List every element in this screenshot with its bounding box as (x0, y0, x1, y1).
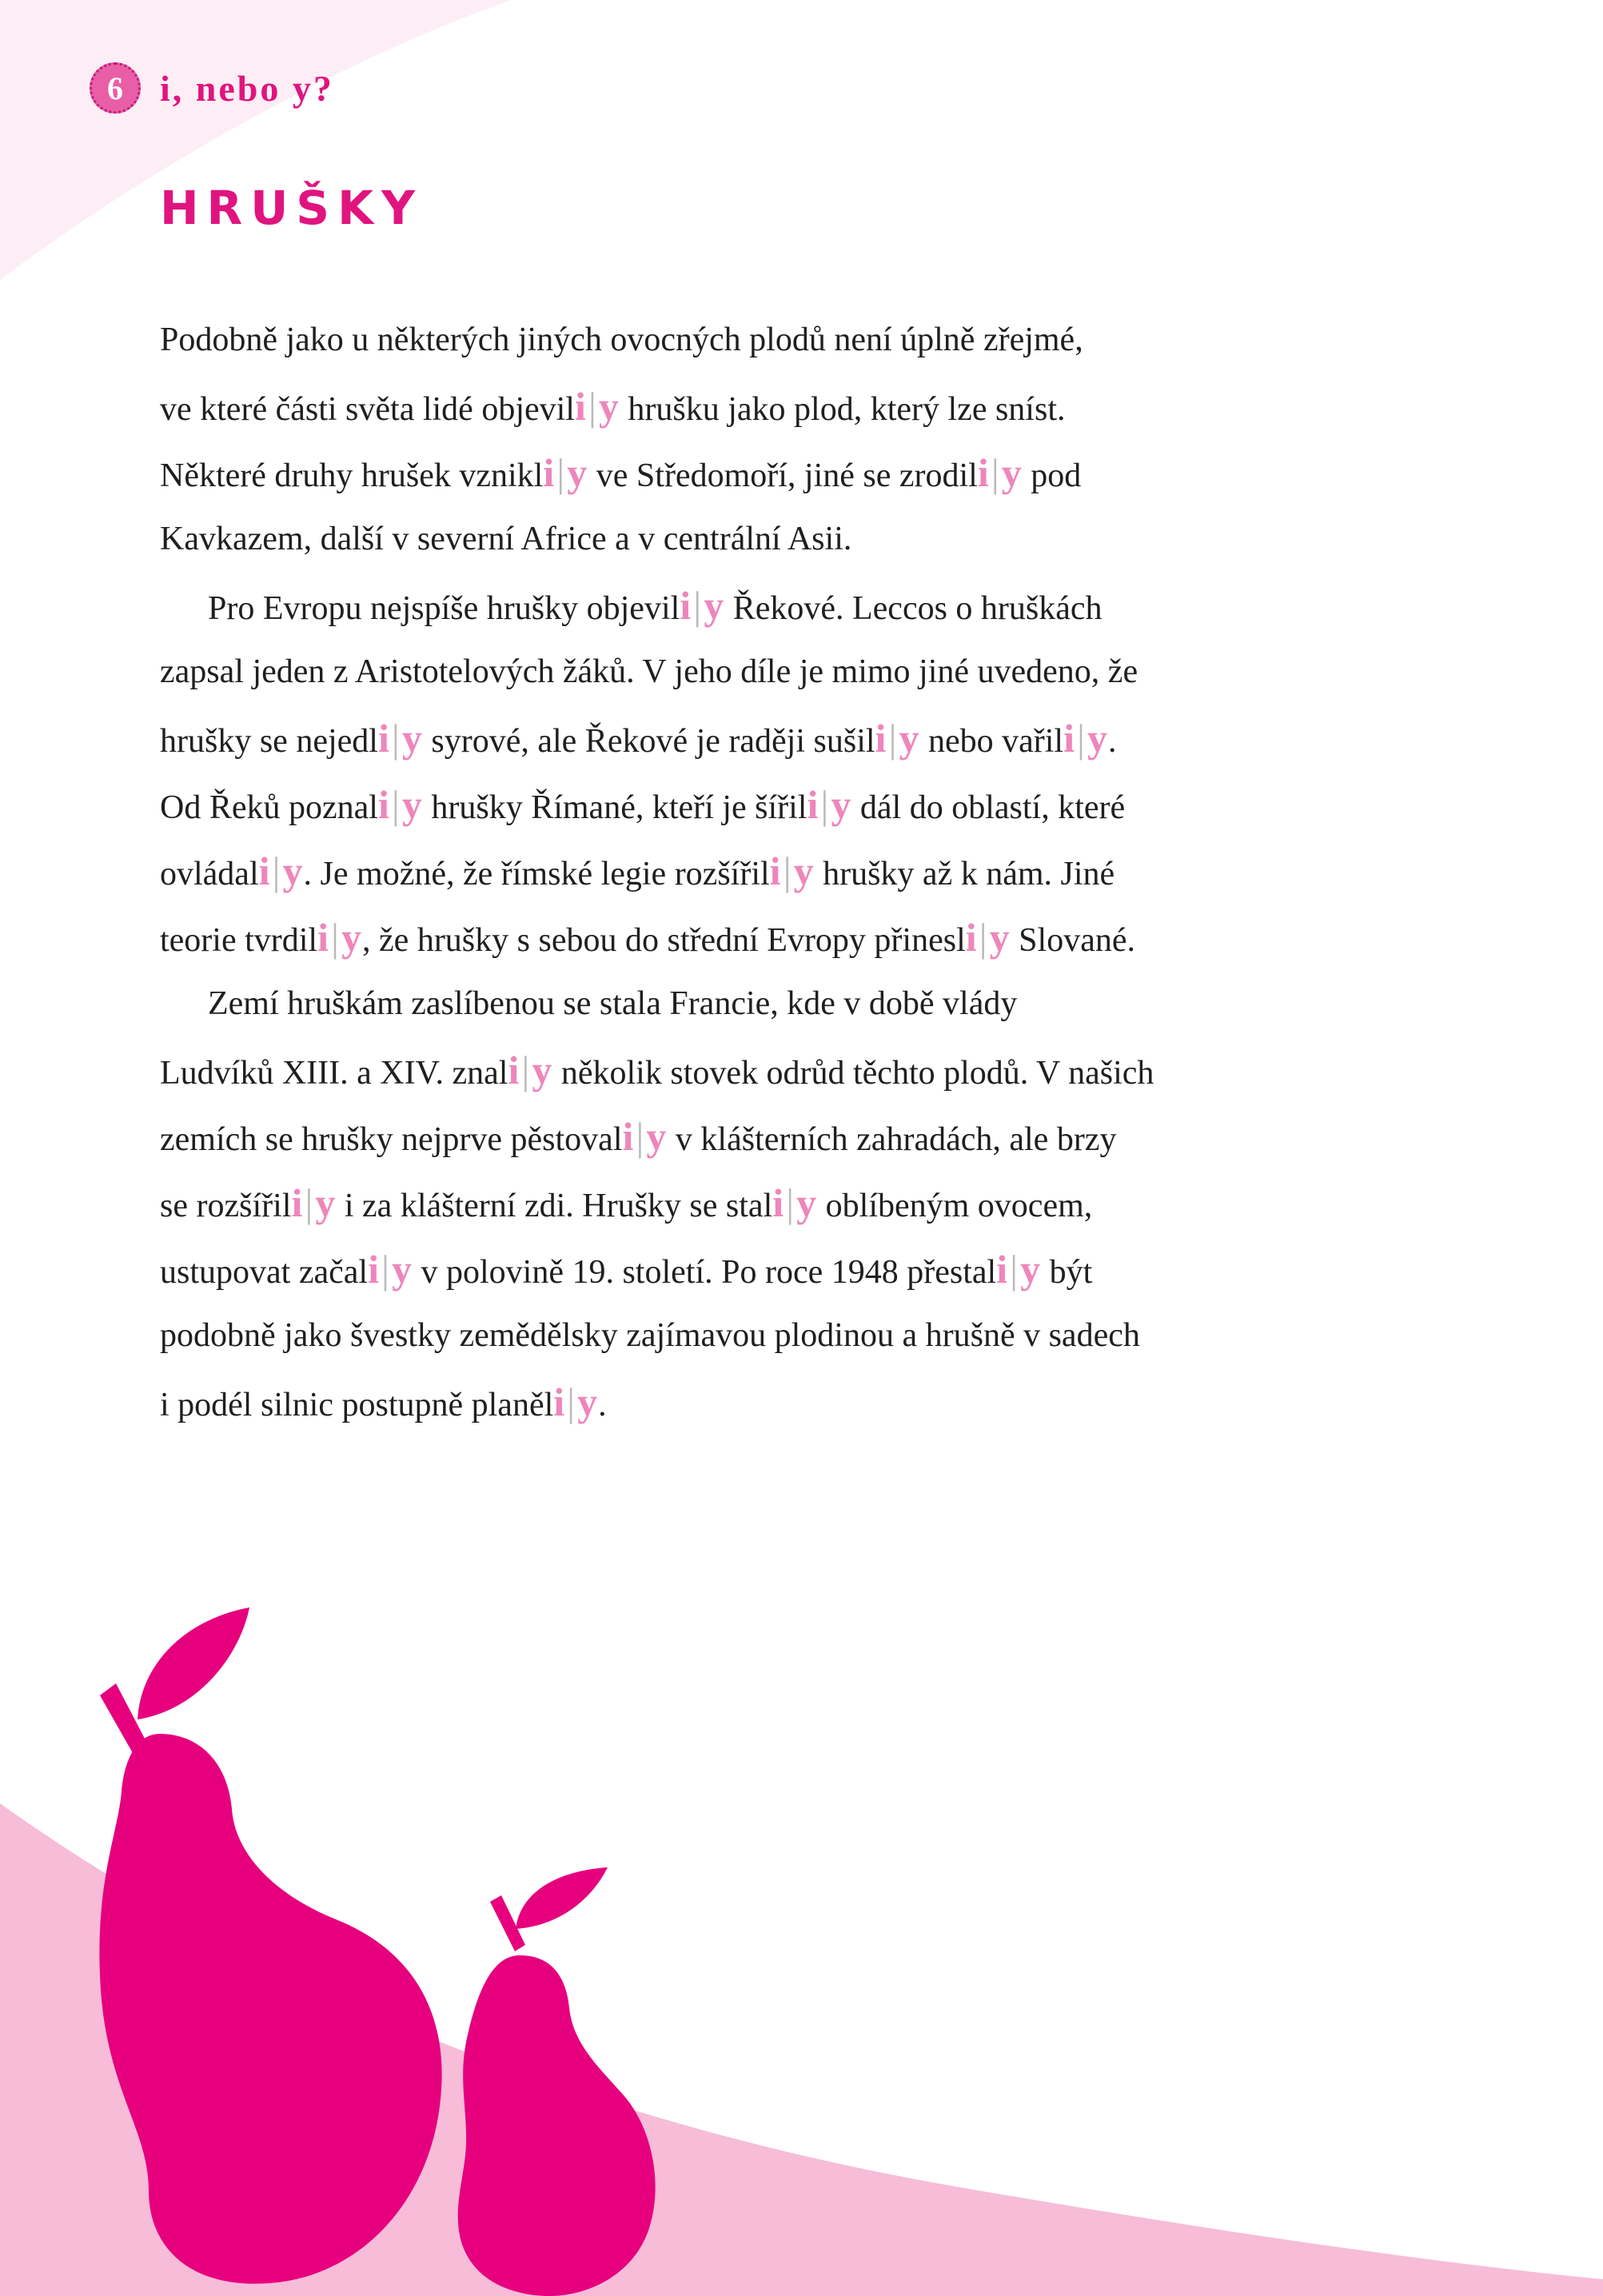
choice-separator: | (305, 1180, 314, 1225)
choice-y[interactable]: y (899, 716, 920, 761)
text-segment: . (1108, 723, 1117, 760)
choice-i[interactable]: i (977, 450, 990, 495)
text-line (160, 1369, 1407, 1435)
text-segment: Od Řeků poznal (160, 789, 378, 826)
choice-y[interactable]: y (598, 384, 620, 429)
choice-i[interactable]: i (769, 849, 782, 893)
text-segment: hrušky se nejedl (160, 723, 378, 760)
text-segment: hrušky až k nám. Jiné (814, 856, 1115, 892)
text-line (160, 506, 1407, 573)
choice-separator: | (391, 782, 401, 827)
text-segment: zemích se hrušky nejprve pěstoval (160, 1121, 623, 1158)
choice-y[interactable]: y (646, 1114, 668, 1159)
choice-y[interactable]: y (282, 849, 304, 893)
text-segment: hrušky Římané, kteří je šířil (422, 789, 807, 826)
i-y-choice[interactable] (508, 1048, 552, 1092)
text-segment: i za klášterní zdi. Hrušky se stal (336, 1188, 773, 1224)
choice-y[interactable]: y (796, 1180, 818, 1225)
text-segment: . (598, 1387, 607, 1424)
choice-separator: | (331, 915, 341, 960)
i-y-choice[interactable] (807, 782, 851, 827)
choice-separator: | (521, 1048, 531, 1092)
text-segment: , že hrušky s sebou do střední Evropy přinesl (362, 922, 966, 959)
text-segment: Některé druhy hrušek vznikl (160, 457, 544, 494)
text-line (160, 904, 1407, 971)
text-segment: pod (1022, 457, 1082, 494)
choice-i[interactable]: i (377, 782, 390, 827)
choice-y[interactable]: y (1020, 1247, 1042, 1292)
i-y-choice[interactable] (553, 1380, 598, 1424)
text-segment: Kavkazem, další v severní Africe a v centrální Asii. (160, 521, 852, 557)
text-segment: ve Středomoří, jiné se zrodil (588, 457, 978, 494)
i-y-choice[interactable] (966, 915, 1011, 960)
choice-y[interactable]: y (341, 915, 363, 960)
large-pear-icon (99, 1607, 441, 2284)
i-y-choice[interactable] (772, 1180, 817, 1225)
text-line (160, 1037, 1407, 1104)
text-segment: ovládal (160, 856, 259, 892)
text-segment: se rozšířil (160, 1188, 292, 1224)
text-segment: zapsal jeden z Aristotelových žáků. V jeho díle je mimo jiné uvedeno, že (160, 653, 1138, 690)
choice-y[interactable]: y (793, 849, 815, 893)
i-y-choice[interactable] (978, 450, 1023, 495)
top-left-swoosh (0, 0, 512, 280)
choice-i[interactable]: i (807, 782, 819, 827)
choice-y[interactable]: y (532, 1048, 553, 1092)
choice-i[interactable]: i (996, 1247, 1009, 1292)
choice-separator: | (381, 1247, 390, 1292)
choice-i[interactable]: i (875, 716, 887, 761)
text-segment: Podobně jako u některých jiných ovocných plodů není úplně zřejmé, (160, 321, 1083, 358)
choice-i[interactable]: i (291, 1180, 304, 1225)
i-y-choice[interactable] (770, 849, 815, 893)
choice-y[interactable]: y (1087, 716, 1108, 761)
text-line (160, 1236, 1407, 1303)
text-segment: v polovině 19. století. Po roce 1948 přestal (412, 1254, 997, 1291)
text-segment: Pro Evropu nejspíše hrušky objevil (208, 590, 680, 627)
i-y-choice[interactable] (368, 1247, 413, 1292)
choice-separator: | (556, 450, 566, 495)
choice-i[interactable]: i (258, 849, 271, 893)
choice-i[interactable]: i (965, 915, 978, 960)
text-line (160, 772, 1407, 838)
text-segment: teorie tvrdil (160, 922, 318, 959)
text-segment: podobně jako švestky zemědělsky zajímavou plodinou a hrušně v sadech (160, 1317, 1140, 1354)
text-line (160, 705, 1407, 772)
text-segment: ustupovat začal (160, 1254, 369, 1291)
text-segment: . Je možné, že římské legie rozšířil (303, 856, 770, 892)
i-y-choice[interactable] (317, 915, 362, 960)
text-line (160, 373, 1407, 440)
choice-y[interactable]: y (315, 1180, 337, 1225)
choice-i[interactable]: i (368, 1247, 380, 1292)
choice-i[interactable]: i (680, 583, 692, 628)
small-pear-icon (458, 1867, 656, 2296)
text-line (160, 1170, 1407, 1236)
choice-i[interactable]: i (622, 1114, 635, 1159)
text-segment: dál do oblastí, které (851, 789, 1126, 826)
choice-y[interactable]: y (577, 1380, 599, 1424)
choice-y[interactable]: y (1001, 450, 1023, 495)
header (90, 62, 334, 114)
text-line (160, 1303, 1407, 1369)
i-y-choice[interactable] (378, 716, 423, 761)
choice-i[interactable]: i (317, 915, 330, 960)
choice-i[interactable]: i (543, 450, 556, 495)
choice-i[interactable]: i (508, 1048, 520, 1092)
choice-y[interactable]: y (831, 782, 852, 827)
text-segment: Ludvíků XIII. a XIV. znal (160, 1055, 508, 1092)
choice-separator: | (991, 450, 1000, 495)
series-title: i, nebo y? (160, 67, 334, 109)
choice-separator: | (636, 1114, 645, 1159)
choice-y[interactable]: y (567, 450, 588, 495)
choice-separator: | (693, 583, 703, 628)
choice-y[interactable]: y (401, 782, 423, 827)
text-segment: Slované. (1010, 922, 1135, 959)
choice-i[interactable]: i (1063, 716, 1075, 761)
i-y-choice[interactable] (875, 716, 920, 761)
text-line (160, 639, 1407, 705)
choice-i[interactable]: i (772, 1180, 785, 1225)
choice-separator: | (272, 849, 281, 893)
text-segment: nebo vařil (919, 723, 1064, 760)
text-line (160, 573, 1407, 639)
choice-separator: | (391, 716, 401, 761)
chapter-number-badge: 6 (90, 62, 141, 114)
choice-y[interactable]: y (704, 583, 725, 628)
choice-separator: | (1010, 1247, 1019, 1292)
i-y-choice[interactable] (543, 450, 588, 495)
text-line (160, 1104, 1407, 1170)
text-segment: ve které části světa lidé objevil (160, 391, 575, 428)
choice-y[interactable]: y (401, 716, 423, 761)
text-line (160, 838, 1407, 904)
i-y-choice[interactable] (575, 384, 620, 429)
choice-separator: | (888, 716, 898, 761)
choice-separator: | (820, 782, 830, 827)
choice-separator: | (588, 384, 597, 429)
choice-i[interactable]: i (553, 1380, 566, 1424)
text-segment: v klášterních zahradách, ale brzy (667, 1121, 1117, 1158)
text-segment: několik stovek odrůd těchto plodů. V našich (552, 1055, 1154, 1092)
page-title: HRUŠKY (160, 181, 424, 235)
i-y-choice[interactable] (291, 1180, 336, 1225)
choice-separator: | (783, 849, 792, 893)
i-y-choice[interactable] (259, 849, 304, 893)
choice-separator: | (786, 1180, 796, 1225)
text-segment: hrušku jako plod, který lze sníst. (619, 391, 1066, 428)
i-y-choice[interactable] (378, 782, 423, 827)
exercise-text (160, 307, 1407, 1435)
text-segment: Zemí hruškám zaslíbenou se stala Francie, kde v době vlády (208, 985, 1018, 1022)
i-y-choice[interactable] (1063, 716, 1108, 761)
text-segment: i podél silnic postupně planěl (160, 1387, 554, 1424)
text-segment: syrové, ale Řekové je raději sušil (422, 723, 875, 760)
text-segment: Řekové. Leccos o hruškách (724, 590, 1103, 627)
choice-i[interactable]: i (377, 716, 390, 761)
choice-separator: | (567, 1380, 576, 1424)
choice-separator: | (1076, 716, 1086, 761)
choice-i[interactable]: i (574, 384, 587, 429)
text-segment: oblíbeným ovocem, (817, 1188, 1093, 1224)
text-line (160, 971, 1407, 1037)
choice-y[interactable]: y (391, 1247, 413, 1292)
i-y-choice[interactable] (622, 1114, 667, 1159)
text-line (160, 307, 1407, 373)
text-segment: být (1041, 1254, 1093, 1291)
text-line (160, 440, 1407, 506)
i-y-choice[interactable] (680, 583, 724, 628)
i-y-choice[interactable] (996, 1247, 1041, 1292)
choice-y[interactable]: y (989, 915, 1011, 960)
choice-separator: | (979, 915, 988, 960)
